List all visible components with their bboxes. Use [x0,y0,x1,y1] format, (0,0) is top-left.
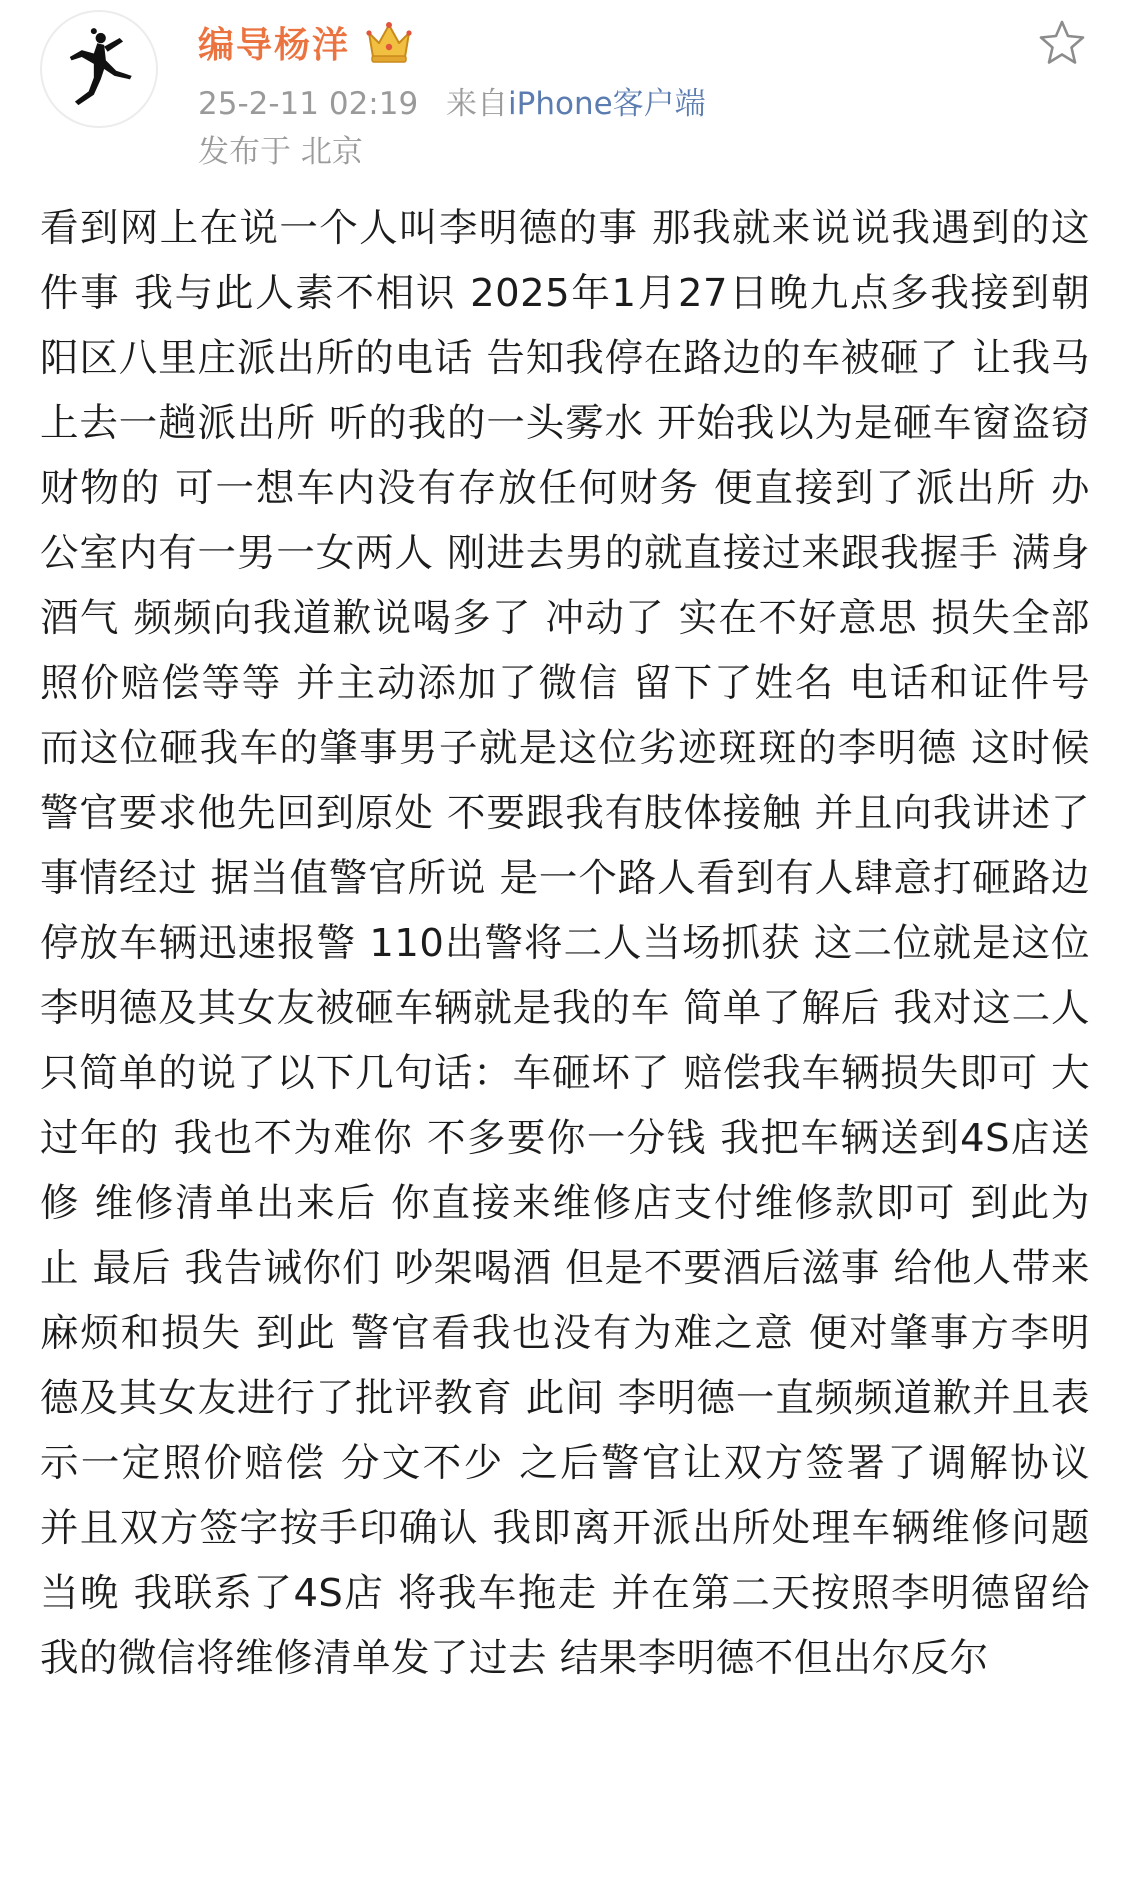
post-meta [198,78,706,123]
crown-icon [364,19,414,65]
source-prefix: 来自 [446,86,509,122]
avatar[interactable] [40,10,158,128]
post-source[interactable]: iPhone客户端 [508,86,706,122]
post-body-text: 看到网上在说一个人叫李明德的事 那我就来说说我遇到的这件事 我与此人素不相识 2025年1月27日晚九点多我接到朝阳区八里庄派出所的电话 告知我停在路边的车被砸了 让我马上去一趟派出所 听的我的一头雾水 开始我以为是砸车窗盗窃财物的 可一想车内没有存放任何财务 便直接到了派出所 办公室内有一男一女两人 刚进去男的就直接过来跟我握手 满身酒气 频频向我道歉说喝多了 冲动了 实在不好意思 损失全部照价赔偿等等 并主动添加了微信 留下了姓名 电话和证件号 而这位砸我车的肇事男子就是这位劣迹斑斑的李明德 这时候警官要求他先回到原处 不要跟我有肢体接触 并且向我讲述了事情经过 据当值警官所说 是一个路人看到有人肆意打砸路边停放车辆迅速报警 110出警将二人当场抓获 这二位就是这位李明德及其女友被砸车辆就是我的车 简单了解后 我对这二人只简单的说了以下几句话：车砸坏了 赔偿我车辆损失即可 大过年的 我也不为难你 不多要你一分钱 我把车辆送到4S店送修 维修清单出来后 你直接来维修店支付维修款即可 到此为止 最后 我告诫你们 吵架喝酒 但是不要酒后滋事 给他人带来麻烦和损失 到此 警官看我也没有为难之意 便对肇事方李明德及其女友进行了批评教育 此间 李明德一直频频道歉并且表示一定照价赔偿 分文不少 之后警官让双方签署了调解协议 并且双方签字按手印确认 我即离开派出所处理车辆维修问题 当晚 我联系了4S店 将我车拖走 并在第二天按照李明德留给我的微信将维修清单发了过去 结果李明德不但出尔反尔 [40,206,1090,1681]
author-name[interactable]: 编导杨洋 [198,24,351,66]
username-row [198,14,414,70]
post-timestamp: 25-2-11 02:19 [198,86,419,122]
post-header [0,0,1125,190]
post-location: 发布于 北京 [198,134,363,170]
jumpman-logo-icon [56,26,142,112]
star-outline-icon[interactable] [1037,18,1087,68]
